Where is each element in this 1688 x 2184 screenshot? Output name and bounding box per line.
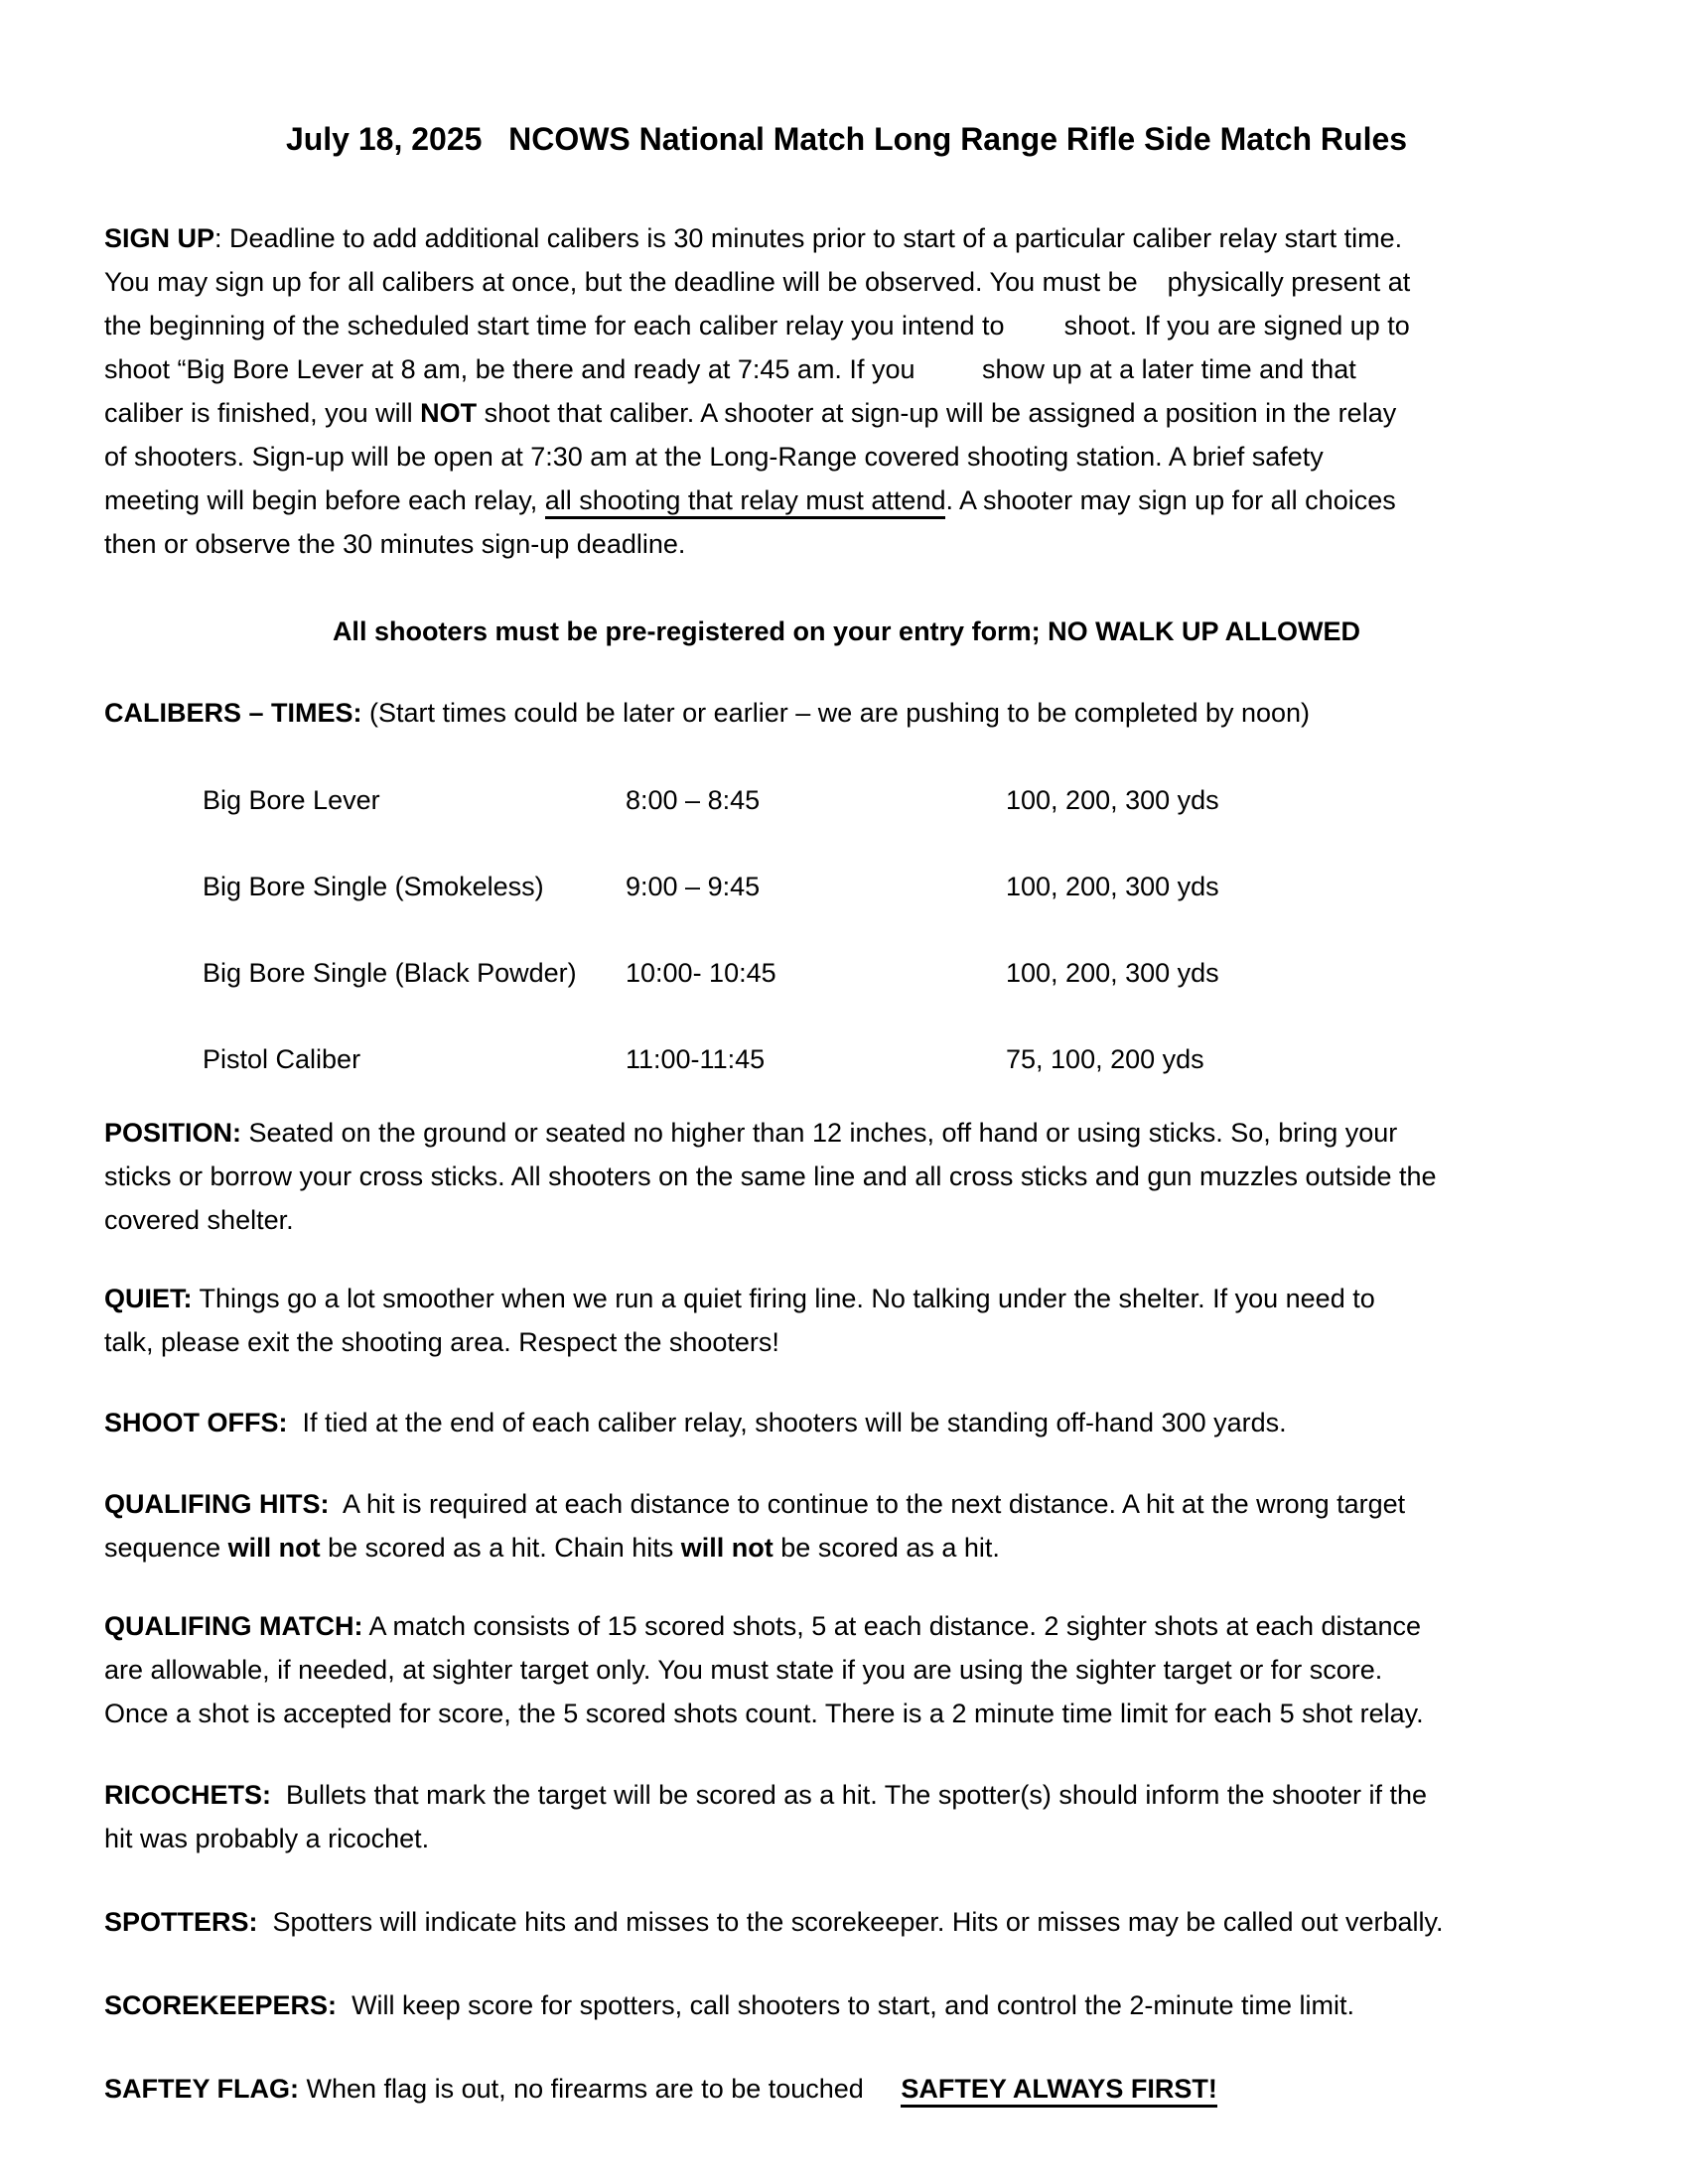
text-line: shoot “Big Bore Lever at 8 am, be there and ready at 7:45 am. If you show up at a later time and that — [104, 354, 1356, 384]
time-cell: 11:00-11:45 — [626, 1044, 766, 1074]
section-label: QUIET: — [104, 1284, 193, 1313]
preregistration-notice: All shooters must be pre-registered on your entry form; NO WALK UP ALLOWED — [332, 616, 1361, 646]
schedule-row — [104, 951, 1589, 995]
text-line — [104, 1401, 1589, 1444]
time-cell: 8:00 – 8:45 — [626, 785, 761, 815]
safety-first-emphasis: SAFTEY ALWAYS FIRST! — [901, 2074, 1217, 2108]
scorekeepers-section — [104, 1983, 1589, 2027]
text-line: of shooters. Sign-up will be open at 7:30 am at the Long-Range covered shooting station. A brief safety — [104, 442, 1324, 472]
text-line: You may sign up for all calibers at once, but the deadline will be observed. You must be physically present at — [104, 267, 1411, 297]
text-run: Seated on the ground or seated no higher than 12 inches, off hand or using sticks. So, bring your — [241, 1118, 1398, 1148]
text-line: sticks or borrow your cross sticks. All shooters on the same line and all cross sticks and gun muzzles outside the — [104, 1161, 1437, 1191]
caliber-cell: Pistol Caliber — [203, 1044, 361, 1074]
text-run: Will keep score for spotters, call shooters to start, and control the 2-minute time limit. — [337, 1990, 1354, 2020]
caliber-cell: Big Bore Lever — [203, 785, 380, 815]
underlined-run: all shooting that relay must attend — [545, 485, 946, 519]
text-run: Bullets that mark the target will be scored as a hit. The spotter(s) should inform the shooter if the — [271, 1780, 1428, 1810]
bold-run: will not — [227, 1533, 321, 1563]
text-run: A match consists of 15 scored shots, 5 at each distance. 2 sighter shots at each distance — [362, 1611, 1422, 1641]
calibers-schedule — [104, 778, 1589, 1081]
text-line: talk, please exit the shooting area. Respect the shooters! — [104, 1327, 779, 1357]
saftey-flag-section — [104, 2067, 1589, 2111]
distance-cell: 100, 200, 300 yds — [1006, 785, 1219, 815]
ricochets-section — [104, 1773, 1589, 1860]
qualifing-match-section — [104, 1604, 1589, 1735]
text-line: covered shelter. — [104, 1205, 294, 1235]
text-line — [104, 1482, 1589, 1526]
caliber-cell: Big Bore Single (Black Powder) — [203, 958, 577, 988]
qualifing-hits-section — [104, 1482, 1589, 1570]
text-line: are allowable, if needed, at sighter target only. You must state if you are using the sighter target or for score. — [104, 1655, 1383, 1685]
text-run: (Start times could be later or earlier – we are pushing to be completed by noon) — [361, 698, 1311, 728]
section-label: SAFTEY FLAG: — [104, 2074, 300, 2104]
text-line — [104, 1277, 1589, 1320]
section-label: POSITION: — [104, 1118, 242, 1148]
text-run: be scored as a hit. Chain hits — [320, 1533, 681, 1563]
text-line — [104, 1900, 1589, 1944]
section-label: CALIBERS – TIMES: — [104, 698, 362, 728]
text-run: A hit is required at each distance to continue to the next distance. A hit at the wrong target — [329, 1489, 1406, 1519]
section-label: RICOCHETS: — [104, 1780, 271, 1810]
section-label: SIGN UP — [104, 223, 215, 253]
text-line: then or observe the 30 minutes sign-up deadline. — [104, 529, 686, 559]
text-run: If tied at the end of each caliber relay, shooters will be standing off-hand 300 yards. — [287, 1408, 1287, 1437]
distance-cell: 100, 200, 300 yds — [1006, 872, 1219, 901]
shoot-offs-section — [104, 1401, 1589, 1444]
text-line — [104, 1111, 1589, 1155]
spotters-section — [104, 1900, 1589, 1944]
section-label: SCOREKEEPERS: — [104, 1990, 338, 2020]
distance-cell: 75, 100, 200 yds — [1006, 1044, 1204, 1074]
text-run: meeting will begin before each relay, — [104, 485, 545, 515]
sign-up-section — [104, 216, 1589, 566]
text-line — [104, 478, 1589, 522]
text-line — [104, 391, 1589, 435]
text-line — [104, 1983, 1589, 2027]
bold-run: NOT — [420, 398, 478, 428]
bold-run: will not — [680, 1533, 774, 1563]
position-section — [104, 1111, 1589, 1242]
caliber-cell: Big Bore Single (Smokeless) — [203, 872, 544, 901]
text-run: shoot that caliber. A shooter at sign-up will be assigned a position in the relay — [477, 398, 1397, 428]
text-run: When flag is out, no firearms are to be touched — [299, 2074, 902, 2104]
text-run: caliber is finished, you will — [104, 398, 421, 428]
text-run: sequence — [104, 1533, 228, 1563]
section-label: QUALIFING MATCH: — [104, 1611, 363, 1641]
text-run: be scored as a hit. — [773, 1533, 1000, 1563]
text-run: . A shooter may sign up for all choices — [945, 485, 1396, 515]
section-label: SPOTTERS: — [104, 1907, 258, 1937]
text-run: Spotters will indicate hits and misses to the scorekeeper. Hits or misses may be called out verbally. — [257, 1907, 1444, 1937]
text-line — [104, 1773, 1589, 1817]
text-run: Things go a lot smoother when we run a quiet firing line. No talking under the shelter. If you need to — [192, 1284, 1375, 1313]
text-run: : Deadline to add additional calibers is 30 minutes prior to start of a particular caliber relay start time. — [214, 223, 1403, 253]
text-line — [104, 1604, 1589, 1648]
section-label: QUALIFING HITS: — [104, 1489, 330, 1519]
text-line — [104, 2067, 1589, 2111]
text-line: the beginning of the scheduled start time for each caliber relay you intend to shoot. If you are signed up to — [104, 311, 1410, 341]
calibers-times-heading — [104, 691, 1589, 735]
time-cell: 9:00 – 9:45 — [626, 872, 761, 901]
schedule-row — [104, 865, 1589, 908]
quiet-section — [104, 1277, 1589, 1364]
document-title: July 18, 2025 NCOWS National Match Long Range Rifle Side Match Rules — [285, 121, 1408, 157]
schedule-row — [104, 1037, 1589, 1081]
text-line: Once a shot is accepted for score, the 5 scored shots count. There is a 2 minute time limit for each 5 shot relay. — [104, 1699, 1424, 1728]
text-line: hit was probably a ricochet. — [104, 1824, 430, 1853]
schedule-row — [104, 778, 1589, 822]
time-cell: 10:00- 10:45 — [626, 958, 776, 988]
text-line — [104, 1526, 1589, 1570]
text-line — [104, 216, 1589, 260]
distance-cell: 100, 200, 300 yds — [1006, 958, 1219, 988]
section-label: SHOOT OFFS: — [104, 1408, 288, 1437]
